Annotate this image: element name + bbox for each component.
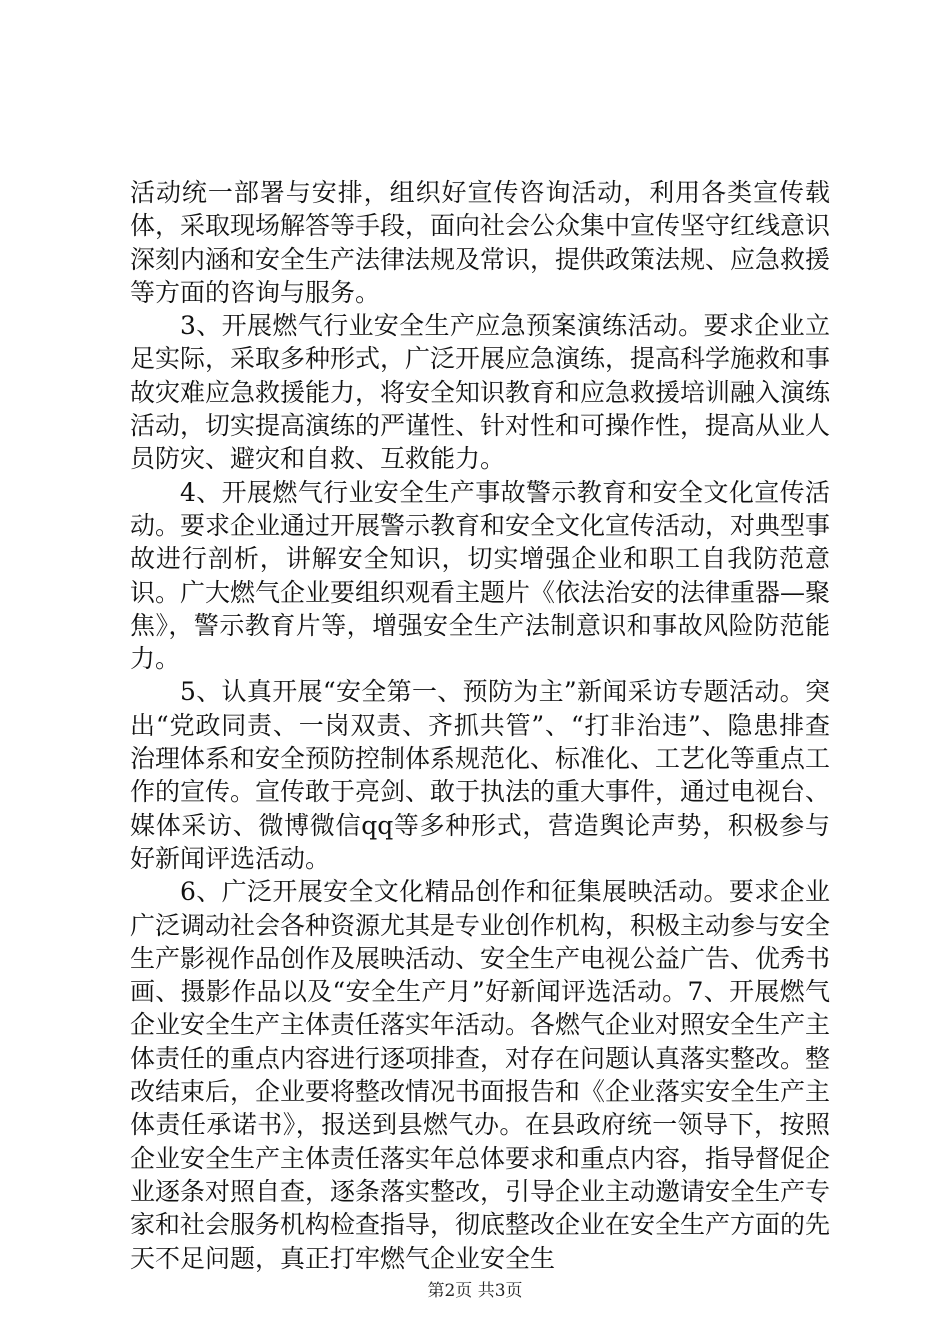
- document-body: [130, 176, 830, 1275]
- page-footer: 第2页 共3页: [427, 1281, 523, 1301]
- paragraph-3: 4、开展燃气行业安全生产事故警示教育和安全文化宣传活动。要求企业通过开展警示教育和安全文化宣传活动，对典型事故进行剖析，讲解安全知识，切实增强企业和职工自我防范意识。广大燃气企业要组织观看主题片《依法治安的法律重器—聚焦》，警示教育片等，增强安全生产法制意识和事故风险防范能力。: [130, 477, 831, 674]
- paragraph-4: 5、认真开展“安全第一、预防为主”新闻采访专题活动。突出“党政同责、一岗双责、齐抓共管”、“打非治违”、隐患排查治理体系和安全预防控制体系规范化、标准化、工艺化等重点工作的宣传。宣传敢于亮剑、敢于执法的重大事件，通过电视台、媒体采访、微博微信qq等多种形式，营造舆论声势，积极参与好新闻评选活动。: [130, 677, 831, 873]
- paragraph-2: 3、开展燃气行业安全生产应急预案演练活动。要求企业立足实际，采取多种形式，广泛开展应急演练，提高科学施救和事故灾难应急救援能力，将安全知识教育和应急救援培训融入演练活动，切实提高演练的严谨性、针对性和可操作性，提高从业人员防灾、避灾和自救、互救能力。: [130, 311, 831, 474]
- paragraph-5: 6、广泛开展安全文化精品创作和征集展映活动。要求企业广泛调动社会各种资源尤其是专业创作机构，积极主动参与安全生产影视作品创作及展映活动、安全生产电视公益广告、优秀书画、摄影作品以及“安全生产月”好新闻评选活动。7、开展燃气企业安全生产主体责任落实年活动。各燃气企业对照安全生产主体责任的重点内容进行逐项排查，对存在问题认真落实整改。整改结束后，企业要将整改情况书面报告和《企业落实安全生产主体责任承诺书》，报送到县燃气办。在县政府统一领导下，按照企业安全生产主体责任落实年总体要求和重点内容，指导督促企业逐条对照自查，逐条落实整改，引导企业主动邀请安全生产专家和社会服务机构检查指导，彻底整改企业在安全生产方面的先天不足问题，真正打牢燃气企业安全生: [130, 877, 831, 1273]
- paragraph-1: 活动统一部署与安排，组织好宣传咨询活动，利用各类宣传载体，采取现场解答等手段，面向社会公众集中宣传坚守红线意识深刻内涵和安全生产法律法规及常识，提供政策法规、应急救援等方面的咨询与服务。: [130, 178, 831, 307]
